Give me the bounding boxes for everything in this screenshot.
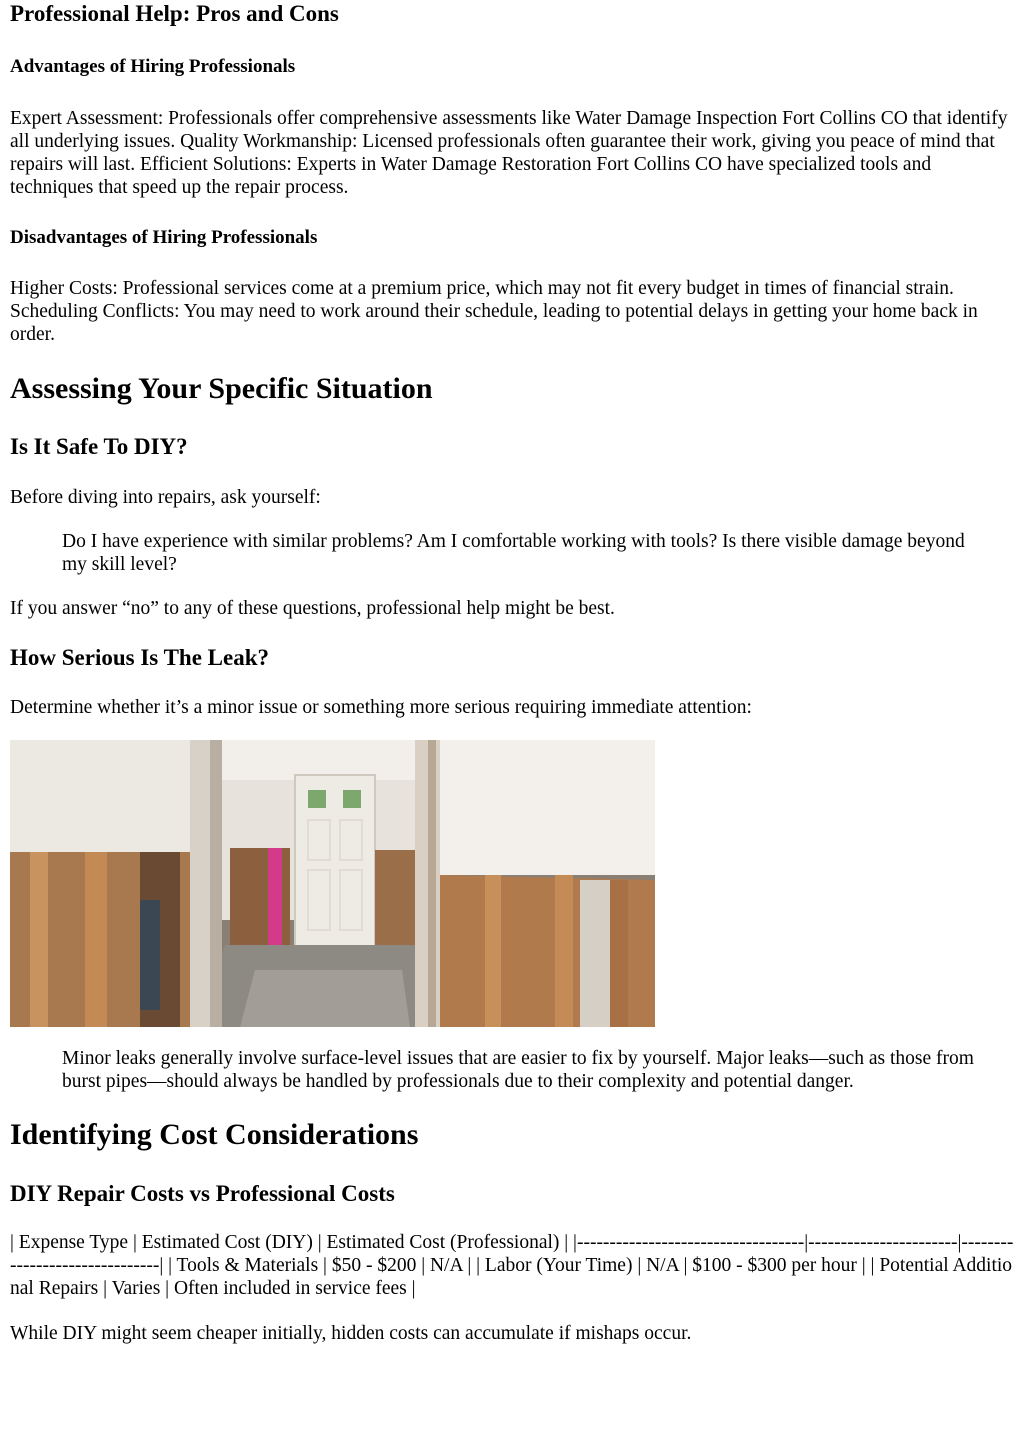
- advantages-heading: Advantages of Hiring Professionals: [10, 56, 296, 77]
- diy-questions-quote: Do I have experience with similar problems? Am I comfortable working with tools? Is there visible damage beyond my skill level?: [62, 531, 965, 575]
- leak-severity-quote: Minor leaks generally involve surface-level issues that are easier to fix by yourself. Major leaks—such as those from burst pipes—should always be handled by professionals due to their complexity and potential danger.: [62, 1048, 974, 1092]
- cost-table-raw-text: | Expense Type | Estimated Cost (DIY) | Estimated Cost (Professional) | |-----------------------------------|-----------------------|-------------------------------| | Tools & Materials | $50 - $200 | N/A | | Labor (Your Time) | N/A | $100 - $300 per hour | | Potential Additional Repairs | Varies | Often included in service fees |: [10, 1232, 1014, 1299]
- advantages-paragraph: Expert Assessment: Professionals offer comprehensive assessments like Water Damage Inspection Fort Collins CO that identify all underlying issues. Quality Workmanship: Licensed professionals often guarantee their work, giving you peace of mind that repairs will last. Efficient Solutions: Experts in Water Damage Restoration Fort Collins CO have specialized tools and techniques that speed up the repair process.: [10, 108, 1008, 198]
- diy-conclusion-paragraph: If you answer “no” to any of these questions, professional help might be best.: [10, 598, 615, 619]
- leak-intro-paragraph: Determine whether it’s a minor issue or something more serious requiring immediate attention:: [10, 697, 752, 718]
- disadvantages-heading: Disadvantages of Hiring Professionals: [10, 227, 318, 248]
- cost-comparison-heading: DIY Repair Costs vs Professional Costs: [10, 1181, 395, 1206]
- hallway-illustration: [10, 740, 655, 1027]
- diy-safety-heading: Is It Safe To DIY?: [10, 434, 188, 459]
- pros-cons-title: Professional Help: Pros and Cons: [10, 1, 339, 26]
- disadvantages-paragraph: Higher Costs: Professional services come at a premium price, which may not fit every budget in times of financial strain. Scheduling Conflicts: You may need to work around their schedule, leading to potential delays in getting your home back in order.: [10, 278, 978, 345]
- leak-severity-heading: How Serious Is The Leak?: [10, 645, 270, 670]
- assess-section-title: Assessing Your Specific Situation: [10, 372, 433, 405]
- cost-closing-paragraph: While DIY might seem cheaper initially, hidden costs can accumulate if mishaps occur.: [10, 1323, 692, 1344]
- diy-intro-paragraph: Before diving into repairs, ask yourself:: [10, 487, 321, 508]
- cost-section-title: Identifying Cost Considerations: [10, 1118, 419, 1151]
- water-damaged-hallway-photo: [10, 740, 655, 1027]
